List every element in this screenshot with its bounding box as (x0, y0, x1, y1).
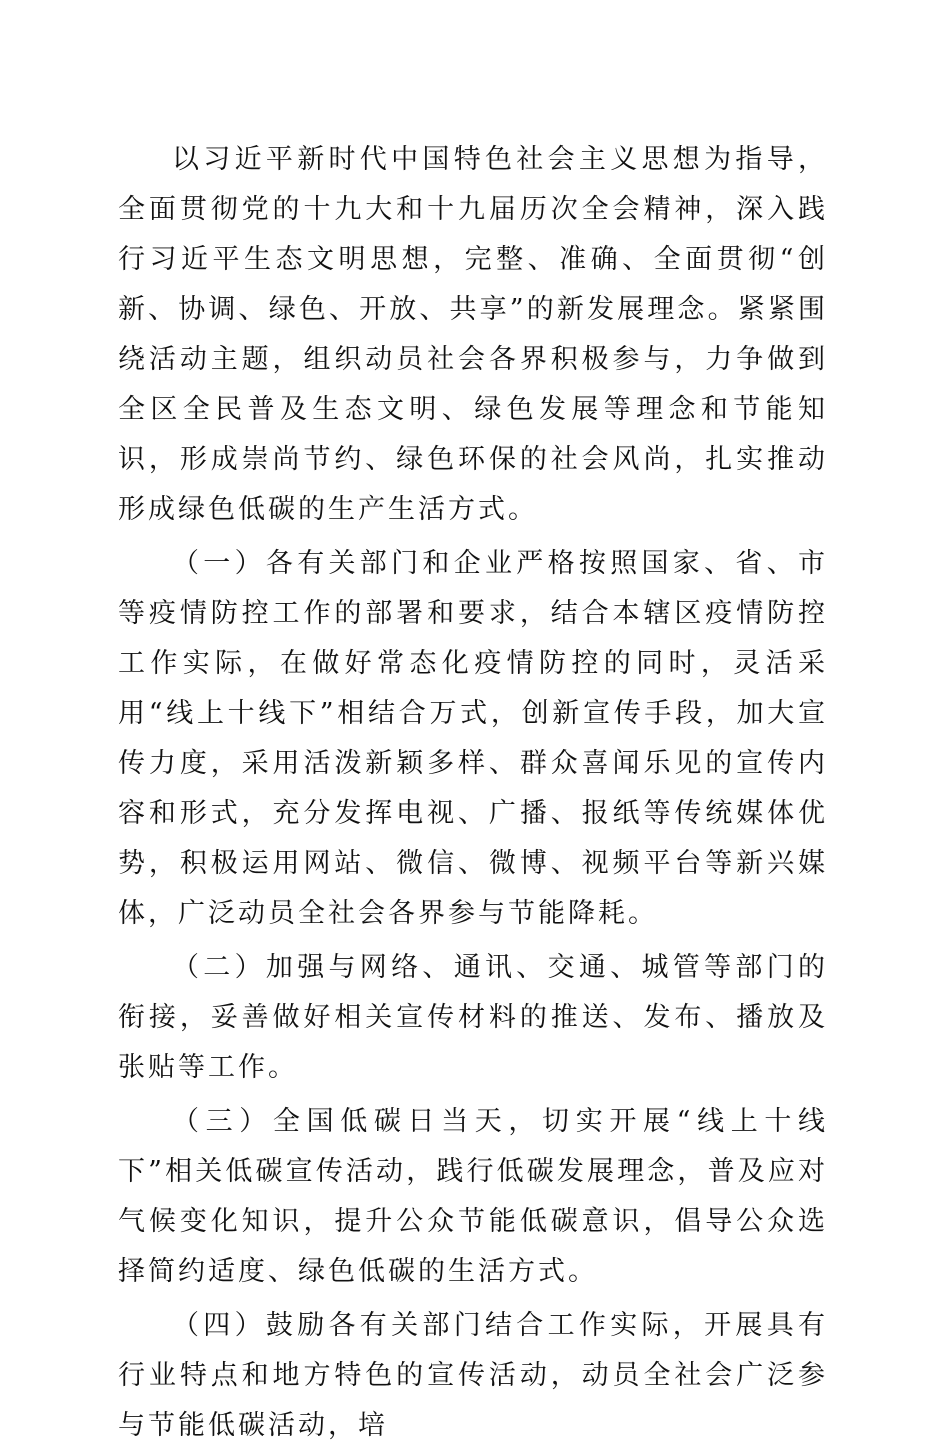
document-body (118, 135, 828, 1455)
paragraph-item-4: （四）鼓励各有关部门结合工作实际，开展具有行业特点和地方特色的宣传活动，动员全社会广泛参与节能低碳活动，培 (118, 1310, 828, 1441)
paragraph-item-2: （二）加强与网络、通讯、交通、城管等部门的衔接，妥善做好相关宣传材料的推送、发布、播放及张贴等工作。 (118, 952, 828, 1083)
paragraph-item-1: （一）各有关部门和企业严格按照国家、省、市等疫情防控工作的部署和要求，结合本辖区疫情防控工作实际，在做好常态化疫情防控的同时，灵活采用“线上十线下”相结合万式，创新宣传手段，加大宣传力度，采用活泼新颖多样、群众喜闻乐见的宣传内容和形式，充分发挥电视、广播、报纸等传统媒体优势，积极运用网站、微信、微博、视频平台等新兴媒体，广泛动员全社会各界参与节能降耗。 (118, 548, 828, 929)
paragraph-intro: 以习近平新时代中国特色社会主义思想为指导，全面贯彻党的十九大和十九届历次全会精神，深入践行习近平生态文明思想，完整、准确、全面贯彻“创新、协调、绿色、开放、共享”的新发展理念。紧紧围绕活动主题，组织动员社会各界积极参与，力争做到全区全民普及生态文明、绿色发展等理念和节能知识，形成崇尚节约、绿色环保的社会风尚，扎实推动形成绿色低碳的生产生活方式。 (118, 144, 828, 525)
paragraph-item-3: （三）全国低碳日当天，切实开展“线上十线下”相关低碳宣传活动，践行低碳发展理念，普及应对气候变化知识，提升公众节能低碳意识，倡导公众选择简约适度、绿色低碳的生活方式。 (118, 1106, 828, 1287)
